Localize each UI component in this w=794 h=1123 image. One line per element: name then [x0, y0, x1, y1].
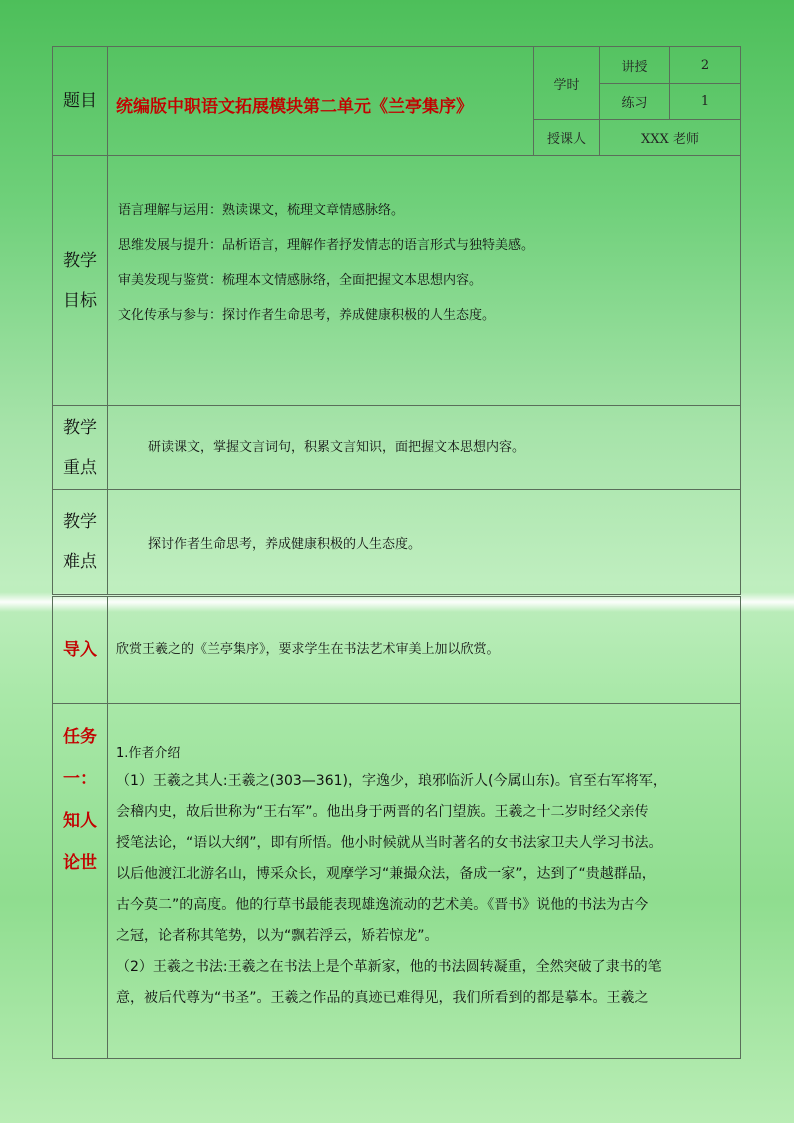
difficulties-label-line-2: 难点 [63, 552, 97, 572]
task1-line: （2）王羲之书法:王羲之在书法上是个革新家，他的书法圆转凝重，全然突破了隶书的笔 [116, 959, 662, 975]
hours-label-cell [533, 46, 600, 120]
task1-line: 授笔法论，“语以大纲”，即有所悟。他小时候就从当时著名的女书法家卫夫人学习书法。 [116, 835, 663, 851]
difficulties-label-line-1: 教学 [63, 512, 97, 532]
practice-value-cell [669, 83, 741, 120]
goal-item: 语言理解与运用：熟读课文，梳理文章情感脉络。 [118, 203, 405, 218]
task1-line: 古今莫二”的高度。他的行草书最能表现雄逸流动的艺术美。《晋书》说他的书法为古今 [116, 897, 649, 913]
lecture-label: 讲授 [621, 59, 648, 75]
task1-body [116, 766, 667, 1014]
goals-content-cell [107, 155, 741, 406]
key-points-label-cell [52, 405, 108, 490]
practice-label: 练习 [621, 96, 648, 111]
goals-label-line-1: 教学 [63, 250, 97, 271]
difficulties-label-cell [52, 489, 108, 595]
goal-item: 审美发现与鉴赏：梳理本文情感脉络，全面把握文本思想内容。 [118, 273, 483, 288]
teacher-value-cell [599, 119, 741, 156]
teacher-label-cell [533, 119, 600, 156]
intro-content-cell [107, 596, 741, 704]
teacher-name: XXX 老师 [641, 132, 699, 147]
task1-label-line-3: 知人 [63, 811, 97, 831]
key-points-text: 研读课文，掌握文言词句，积累文言知识，面把握文本思想内容。 [148, 440, 526, 455]
lecture-value-cell [669, 46, 741, 84]
task1-label-line-4: 论世 [63, 853, 97, 873]
task1-line: 以后他渡江北游名山，博采众长，观摩学习“兼撮众法，备成一家”，达到了“贵越群品， [116, 866, 656, 882]
goal-item: 文化传承与参与：探讨作者生命思考，养成健康积极的人生态度。 [118, 308, 496, 323]
difficulties-content-cell [107, 489, 741, 595]
key-points-label-line-1: 教学 [63, 417, 97, 438]
practice-label-cell [599, 83, 670, 120]
lecture-hours-value: 2 [700, 57, 710, 73]
task1-label-line-2: 一： [63, 769, 97, 789]
lesson-plan-table [52, 46, 741, 1059]
key-points-label-line-2: 重点 [63, 457, 97, 478]
lecture-label-cell [599, 46, 670, 84]
intro-text: 欣赏王羲之的《兰亭集序》，要求学生在书法艺术审美上加以欣赏。 [116, 642, 500, 657]
task1-label-line-1: 任务 [63, 727, 97, 747]
practice-hours-value: 1 [700, 94, 710, 109]
difficulties-text: 探讨作者生命思考，养成健康积极的人生态度。 [148, 537, 422, 552]
hours-label: 学时 [553, 77, 580, 93]
task1-heading: 1.作者介绍 [116, 746, 181, 761]
intro-label: 导入 [63, 640, 97, 660]
goal-item: 思维发展与提升：品析语言，理解作者抒发情志的语言形式与独特美感。 [118, 238, 535, 253]
teacher-label: 授课人 [546, 132, 586, 147]
goals-label-cell [52, 155, 108, 406]
task1-line: （1）王羲之其人:王羲之(303—361)，字逸少，琅邪临沂人(今属山东)。官至右军将军， [116, 773, 667, 789]
task1-line: 会稽内史，故后世称为“王右军”。他出身于两晋的名门望族。王羲之十二岁时经父亲传 [116, 804, 649, 820]
lesson-title: 统编版中职语文拓展模块第二单元《兰亭集序》 [116, 97, 473, 117]
task1-line: 意，被后代尊为“书圣”。王羲之作品的真迹已难得见，我们所看到的都是摹本。王羲之 [116, 990, 649, 1006]
topic-label: 题目 [63, 91, 97, 111]
intro-label-cell [52, 596, 108, 704]
task1-line: 之冠，论者称其笔势，以为“飘若浮云，矫若惊龙”。 [116, 928, 439, 944]
topic-label-cell [52, 46, 108, 156]
title-cell [107, 46, 534, 156]
task1-label-cell [52, 703, 108, 1059]
key-points-content-cell [107, 405, 741, 490]
task1-content-cell [107, 703, 741, 1059]
goals-label-line-2: 目标 [63, 290, 97, 311]
